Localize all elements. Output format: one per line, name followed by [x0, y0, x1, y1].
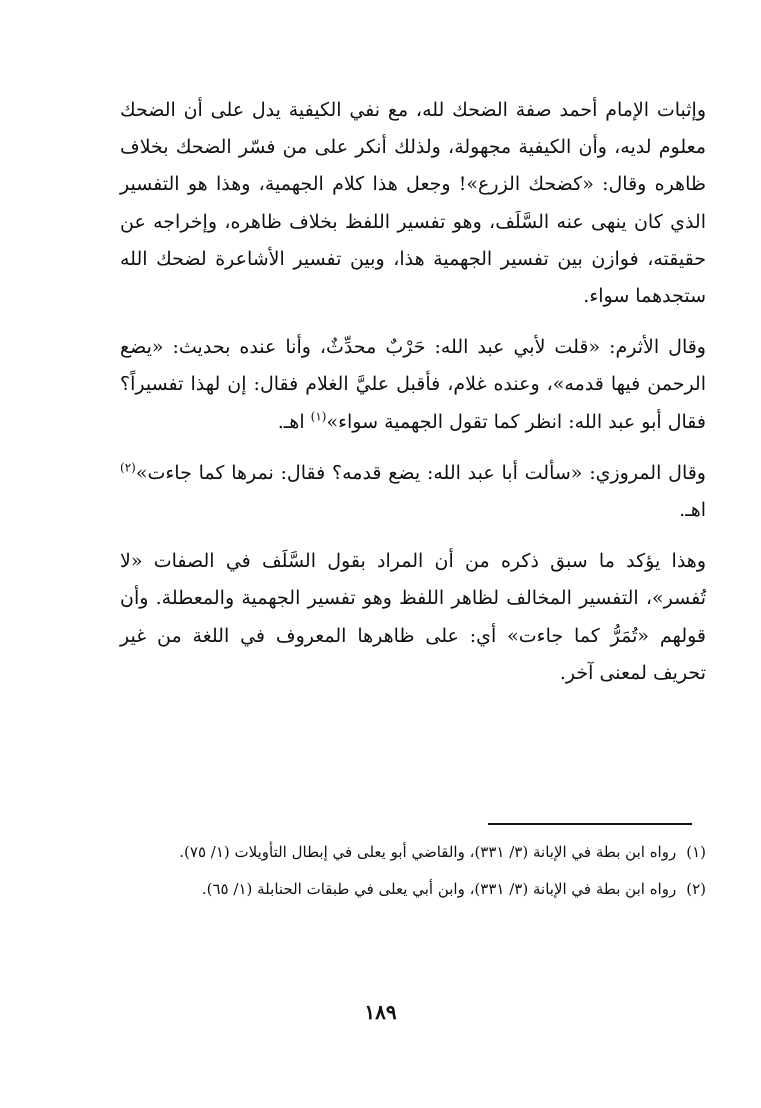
paragraph-2-tail: اهـ.: [277, 410, 311, 433]
paragraph-3-text: وقال المروزي: «سألت أبا عبد الله: يضع قدمه؟ فقال: نمرها كما جاءت»: [135, 461, 706, 484]
paragraph-3-tail: اهـ.: [679, 499, 706, 522]
footnotes: [120, 838, 706, 912]
footnote-ref-1[interactable]: (١): [310, 409, 327, 424]
paragraph-1: [120, 92, 706, 315]
footnote-ref-2[interactable]: (٢): [120, 460, 136, 475]
footnote-item-2: [120, 875, 706, 904]
paragraph-2-text: وقال الأثرم: «قلت لأبي عبد الله: حَرْبٌ محدِّثٌ، وأنا عنده بحديث: «يضع الرحمن فيها قدمه»، وعنده غلام، فأقبل عليَّ الغلام فقال: إن لهذا تفسيراً؟ فقال أبو عبد الله: انظر كما تقول الجهمية سواء»: [120, 336, 706, 433]
paragraph-1-text: وإثبات الإمام أحمد صفة الضحك لله، مع نفي الكيفية يدل على أن الضحك معلوم لديه، وأن الكيفية مجهولة، ولذلك أنكر على من فسّر الضحك بخلاف ظاهره وقال: «كضحك الزرع»! وجعل هذا كلام الجهمية، وهذا هو التفسير الذي كان ينهى عنه السَّلَف، وهو تفسير اللفظ بخلاف ظاهره، وإخراجه عن حقيقته، فوازن بين تفسير الجهمية هذا، وبين تفسير الأشاعرة لضحك الله ستجدهما سواء.: [120, 99, 706, 308]
footnote-number-2: (٢): [686, 880, 706, 898]
footnote-divider: [488, 823, 692, 825]
main-text: [120, 92, 706, 692]
paragraph-3: [120, 455, 706, 529]
footnote-number-1: (١): [686, 843, 706, 861]
paragraph-2: [120, 329, 706, 441]
footnote-item-1: [120, 838, 706, 867]
footnote-text-2: رواه ابن بطة في الإبانة (٣/ ٣٣١)، وابن أبي يعلى في طبقات الحنابلة (١/ ٦٥).: [201, 880, 677, 898]
paragraph-4-text: وهذا يؤكد ما سبق ذكره من أن المراد بقول السَّلَف في الصفات «لا تُفسر»، التفسير المخالف لظاهر اللفظ وهو تفسير الجهمية والمعطلة. وأن قولهم «تُمَرُّ كما جاءت» أي: على ظاهرها المعروف في اللغة من غير تحريف لمعنى آخر.: [120, 550, 706, 684]
footnote-text-1: رواه ابن بطة في الإبانة (٣/ ٣٣١)، والقاضي أبو يعلى في إبطال التأويلات (١/ ٧٥).: [179, 843, 677, 861]
paragraph-4: [120, 543, 706, 692]
page-number: ١٨٩: [364, 1000, 397, 1024]
